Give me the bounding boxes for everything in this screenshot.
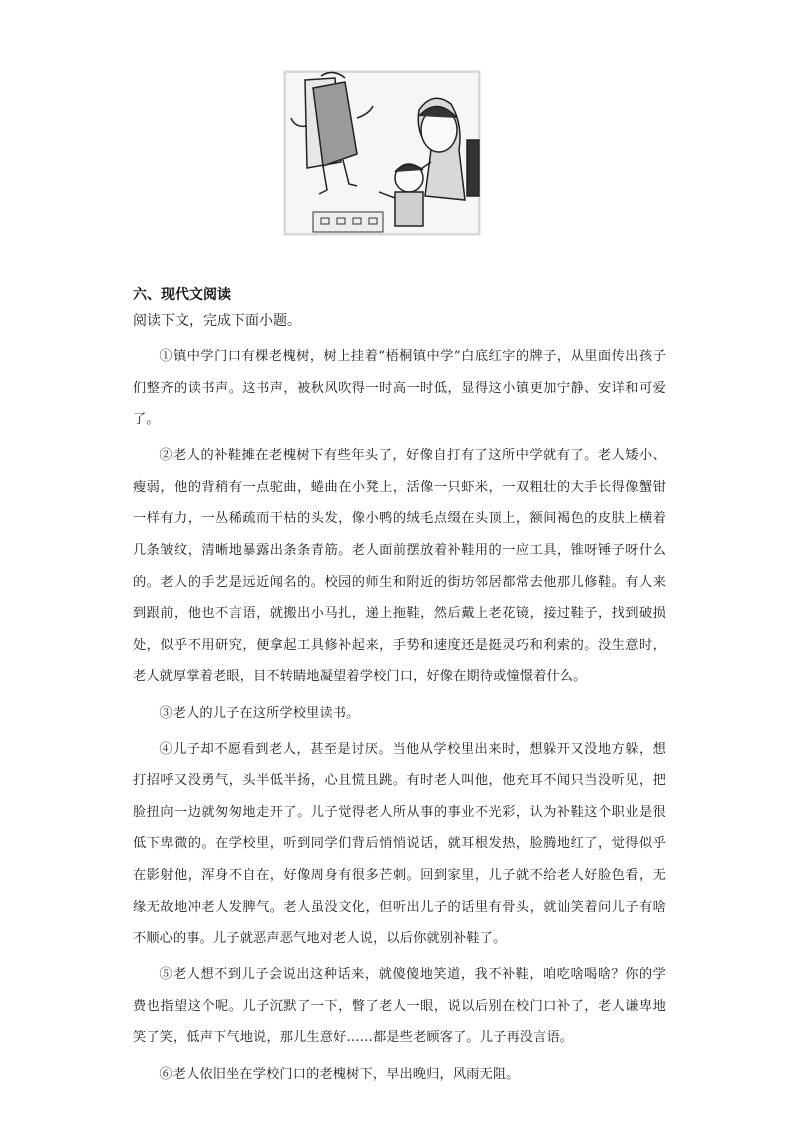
reading-section xyxy=(133,285,666,1095)
cartoon-illustration xyxy=(283,70,481,236)
instruction-text: 阅读下文，完成下面小题。 xyxy=(133,313,301,329)
paragraph-2: ②老人的补鞋摊在老槐树下有些年头了，好像自打有了这所中学就有了。老人矮小、瘦弱，他的背稍有一点驼曲，蜷曲在小凳上，活像一只虾米，一双粗壮的大手长得像蟹钳一样有力，一丛稀疏而干枯的头发，像小鸭的绒毛点缀在头顶上，额间褐色的皮肤上横着几条皱纹，清晰地暴露出条条青筋。老人面前摆放着补鞋用的一应工具，锥呀锤子呀什么的。老人的手艺是远近闻名的。校园的师生和附近的街坊邻居都常去他那儿修鞋。有人来到跟前，他也不言语，就搬出小马扎，递上拖鞋，然后戴上老花镜，接过鞋子，找到破损处，似乎不用研究，便拿起工具修补起来，手势和速度还是挺灵巧和利索的。没生意时，老人就厚掌着老眼，目不转睛地凝望着学校门口，好像在期待或憧憬着什么。 xyxy=(133,448,666,685)
section-title: 六、现代文阅读 xyxy=(133,287,231,303)
paragraph-6: ⑥老人依旧坐在学校门口的老槐树下，早出晚归，风雨无阻。 xyxy=(159,1066,520,1082)
paragraph-4: ④儿子却不愿看到老人，甚至是讨厌。当他从学校里出来时，想躲开又没地方躲，想打招呼又没勇气，头半低半扬，心且慌且跳。有时老人叫他，他充耳不闻只当没听见，把脸扭向一边就匆匆地走开了。儿子觉得老人所从事的事业不光彩，认为补鞋这个职业是很低下卑微的。在学校里，听到同学们背后悄悄说话，就耳根发热，脸腾地红了，觉得似乎在影射他，浑身不自在，好像周身有很多芒刺。回到家里，儿子就不给老人好脸色看，无缘无故地冲老人发脾气。老人虽没文化，但听出儿子的话里有骨头，就讪笑着问儿子有啥不顺心的事。儿子就恶声恶气地对老人说，以后你就别补鞋了。 xyxy=(133,741,666,947)
paragraph-3: ③老人的儿子在这所学校里读书。 xyxy=(159,705,360,721)
paragraph-1: ①镇中学门口有棵老槐树，树上挂着“梧桐镇中学”白底红字的牌子，从里面传出孩子们整齐的读书声。这书声，被秋风吹得一时高一时低，显得这小镇更加宁静、安详和可爱了。 xyxy=(133,349,666,428)
school-building xyxy=(313,212,383,232)
paragraph-5: ⑤老人想不到儿子会说出这种话来，就傻傻地笑道，我不补鞋，咱吃啥喝啥？你的学费也指望这个呢。儿子沉默了一下，瞥了老人一眼，说以后别在校门口补了，老人谦卑地笑了笑，低声下气地说，那儿生意好……都是些老顾客了。儿子再没言语。 xyxy=(133,967,666,1046)
